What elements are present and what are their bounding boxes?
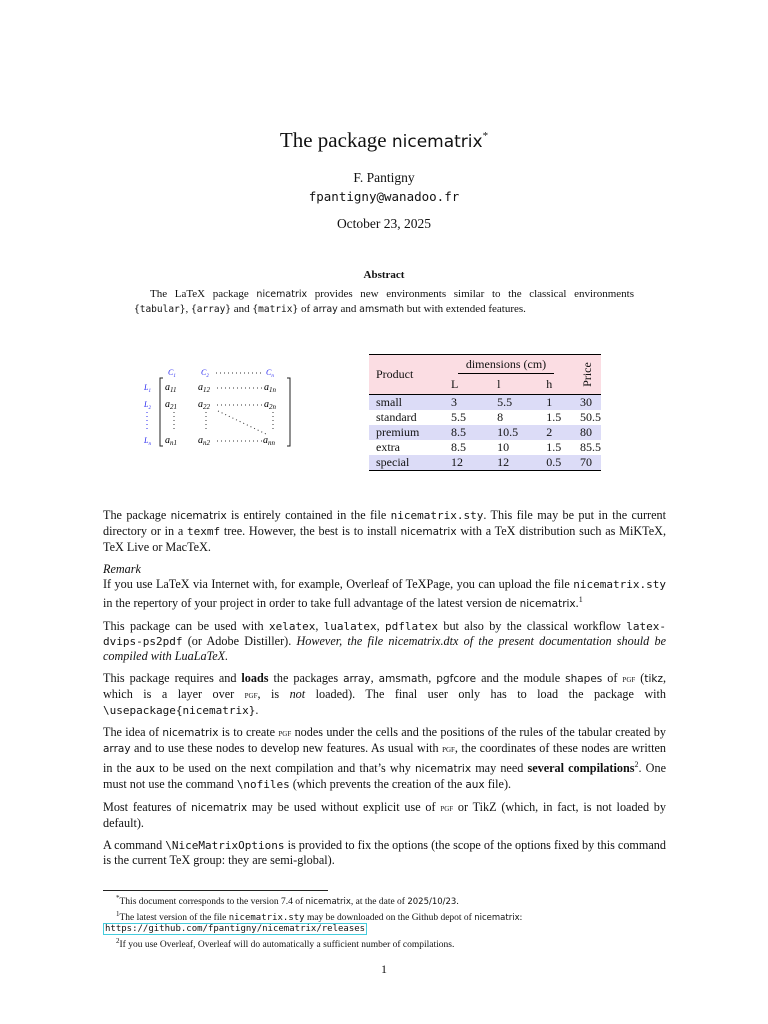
table-header-row xyxy=(369,355,601,375)
paragraph-7: A command \NiceMatrixOptions is provided to fix the options (the scope of the options fixed by this command is the current TeX group: they are semi-global). xyxy=(103,838,666,868)
table-cell: 12 xyxy=(439,455,479,471)
table-cell: standard xyxy=(376,410,417,424)
footnote-ref-2: 2 xyxy=(634,760,639,770)
document-title: The package nicematrix* xyxy=(279,128,489,152)
table-cell: extra xyxy=(376,440,400,454)
title-footnote-mark: * xyxy=(482,130,489,142)
entry-an1: $a_{n1}$ xyxy=(165,435,177,447)
row-label-l1: $L_1$ xyxy=(144,383,151,394)
title-package-name: nicematrix xyxy=(391,132,483,152)
col-label-cn: $C_n$ xyxy=(266,368,274,379)
entry-a12: $a_{12}$ xyxy=(198,382,210,394)
table-cell: premium xyxy=(376,425,420,439)
table-cell: 10.5 xyxy=(497,425,519,439)
table-cell: 50.5 xyxy=(580,410,601,424)
header-price: Price xyxy=(579,362,594,387)
footnote-1-url-link[interactable]: https://github.com/fpantigny/nicematrix/releases xyxy=(105,924,366,935)
footnote-rule xyxy=(103,890,328,891)
table-cell: 8.5 xyxy=(451,440,466,454)
table-cell: 0.5 xyxy=(537,455,573,471)
header-dimensions: dimensions (cm) xyxy=(458,357,554,374)
table-cell: 85.5 xyxy=(580,440,601,454)
paragraph-3: This package can be used with xelatex, lualatex, pdflatex but also by the classical workflow latex-dvips-ps2pdf (or Adobe Distiller). However, the file nicematrix.dtx of the present documentation should be compiled with LuaLaTeX. xyxy=(103,619,667,664)
table-row xyxy=(369,440,601,455)
footnote-ref-1: 1 xyxy=(578,595,583,604)
table-row xyxy=(369,425,601,440)
dimensions-table xyxy=(369,354,601,471)
table-row xyxy=(369,455,601,471)
table-cell: 1 xyxy=(546,395,553,409)
table-cell: 10 xyxy=(497,440,510,454)
paragraph-6: Most features of nicematrix may be used without explicit use of pgf or TikZ (which, in fact, is not loaded by default). xyxy=(103,800,666,831)
paragraph-1: The package nicematrix is entirely contained in the file nicematrix.sty. This file may be put in the current directory or in a texmf tree. However, the best is to install nicematrix with a TeX distribution such as MiKTeX, TeX Live or MacTeX. xyxy=(103,508,666,554)
entry-a2n: $a_{2n}$ xyxy=(264,399,276,411)
entry-a22: $a_{22}$ xyxy=(198,399,210,411)
paragraph-5: The idea of nicematrix is to create pgf nodes under the cells and the positions of the rules of the tabular created by array and to use these nodes to develop new features. As usual with pgf, the coordinates of these nodes are written in the aux to be used on the next compilation and that’s why nicematrix may need several compilations$^2$. One must not use the command \nofiles (which prevents the creation of the aux file). xyxy=(103,725,666,792)
matrix-figure xyxy=(140,364,300,454)
table-row xyxy=(369,410,601,425)
table-cell: 70 xyxy=(573,455,601,471)
footnote-2: $^2$If you use Overleaf, Overleaf will do automatically a sufficient number of compilations. xyxy=(116,936,455,950)
row-label-l2: $L_2$ xyxy=(144,400,151,411)
abstract-heading: Abstract xyxy=(363,269,405,281)
paragraph-2: If you use LaTeX via Internet with, for example, Overleaf of TeXPage, you can upload the file nicematrix.sty in the repertory of your project in order to take full advantage of the latest version de nicematrix.$^1$ xyxy=(103,577,666,611)
footnote-1: $^1$The latest version of the file nicematrix.sty may be downloaded on the Github depot of nicematrix: xyxy=(116,909,523,923)
document-date: October 23, 2025 xyxy=(336,216,432,231)
col-label-c1: $C_1$ xyxy=(168,368,176,379)
col-label-c2: $C_2$ xyxy=(201,368,209,379)
table-cell: special xyxy=(369,455,439,471)
table-cell: 5.5 xyxy=(497,395,513,409)
page-number: 1 xyxy=(381,962,387,976)
table-cell: small xyxy=(376,395,402,409)
table-cell: 5.5 xyxy=(451,410,466,424)
author-email: fpantigny@wanadoo.fr xyxy=(308,189,460,204)
entry-a21: $a_{21}$ xyxy=(165,399,177,411)
table-cell: 80 xyxy=(580,425,592,439)
table-cell: 12 xyxy=(479,455,537,471)
table-cell: 2 xyxy=(546,425,553,439)
footnote-star: *This document corresponds to the version 7.4 of nicematrix, at the date of 2025/10/23. xyxy=(116,894,459,908)
table-cell: 1.5 xyxy=(546,410,562,424)
entry-a1n: $a_{1n}$ xyxy=(264,382,276,394)
header-l: l xyxy=(479,374,537,395)
header-product: Product xyxy=(369,355,439,395)
author-name: F. Pantigny xyxy=(353,170,415,185)
table-cell: 30 xyxy=(580,395,592,409)
row-label-ln: $L_n$ xyxy=(144,436,151,447)
header-L: L xyxy=(439,374,479,395)
table-cell: 8 xyxy=(497,410,504,424)
paragraph-4: This package requires and loads the packages array, amsmath, pgfcore and the module shapes of pgf (tikz, which is a layer over pgf, is not loaded). The final user only has to load the package with \usepackage{nicematrix}. xyxy=(103,671,667,718)
remark-label: Remark xyxy=(103,562,141,576)
entry-ann: $a_{nn}$ xyxy=(263,435,275,447)
header-h: h xyxy=(537,374,573,395)
entry-a11: $a_{11}$ xyxy=(165,382,177,394)
entry-an2: $a_{n2}$ xyxy=(198,435,210,447)
table-cell: 8.5 xyxy=(451,425,466,439)
abstract-text: The LaTeX package nicematrix provides new environments similar to the classical environments {tabular}, {array} and {matrix} of array and amsmath but with extended features. xyxy=(134,288,634,315)
footnotes xyxy=(103,893,666,951)
table-cell: 1.5 xyxy=(546,440,562,454)
table-row xyxy=(369,395,601,411)
body-text xyxy=(103,508,666,875)
table-cell: 3 xyxy=(451,395,457,409)
